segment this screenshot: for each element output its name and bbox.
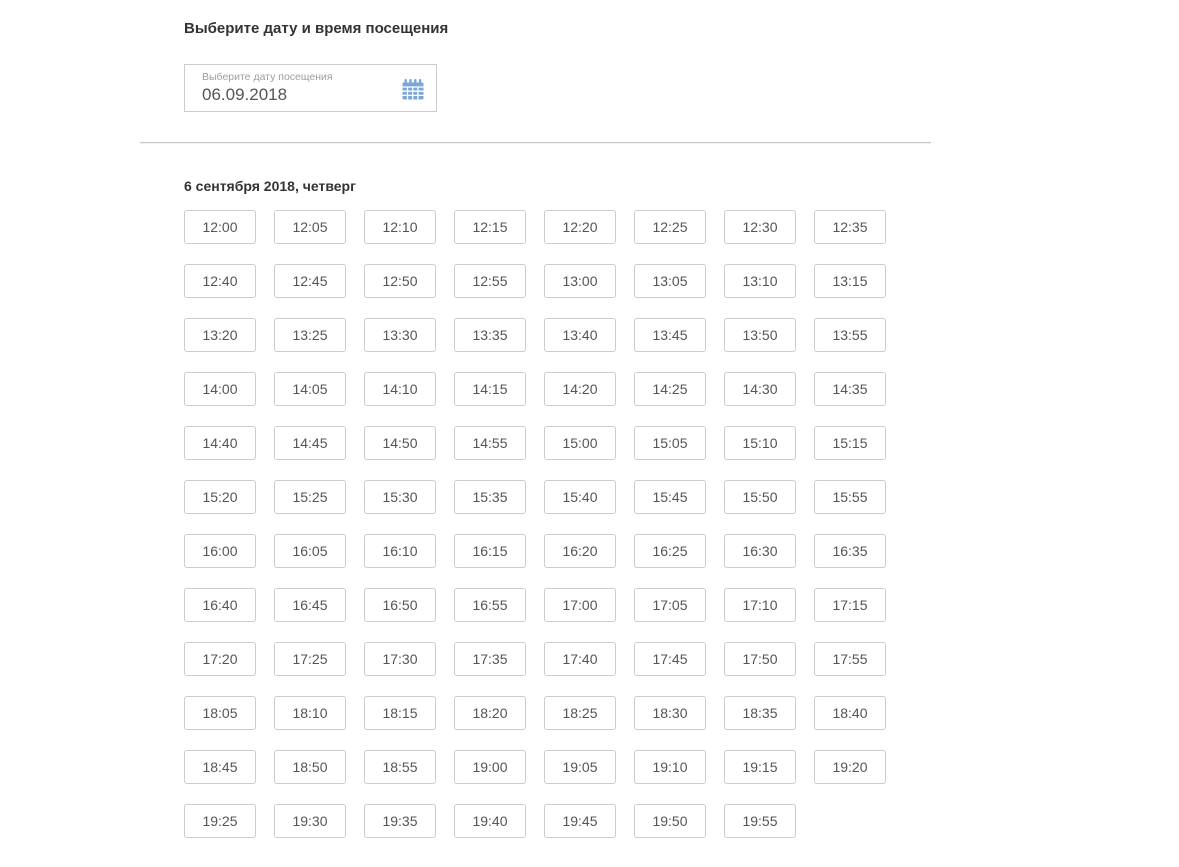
time-slot-button[interactable]: 17:30 — [364, 642, 436, 676]
time-slot-button[interactable]: 15:10 — [724, 426, 796, 460]
time-slot-button[interactable]: 17:55 — [814, 642, 886, 676]
time-slot-button[interactable]: 19:30 — [274, 804, 346, 838]
time-slot-button[interactable]: 18:20 — [454, 696, 526, 730]
time-slot-button[interactable]: 18:30 — [634, 696, 706, 730]
time-slot-button[interactable]: 15:20 — [184, 480, 256, 514]
time-slot-button[interactable]: 14:50 — [364, 426, 436, 460]
selected-date-heading: 6 сентября 2018, четверг — [184, 178, 356, 194]
time-slot-grid — [184, 210, 886, 838]
time-slot-button[interactable]: 19:35 — [364, 804, 436, 838]
time-slot-button[interactable]: 13:55 — [814, 318, 886, 352]
time-slot-button[interactable]: 16:35 — [814, 534, 886, 568]
time-slot-button[interactable]: 15:45 — [634, 480, 706, 514]
time-slot-button[interactable]: 19:40 — [454, 804, 526, 838]
date-picker-field[interactable] — [184, 64, 437, 112]
time-slot-button[interactable]: 19:55 — [724, 804, 796, 838]
time-slot-button[interactable]: 14:40 — [184, 426, 256, 460]
time-slot-button[interactable]: 15:05 — [634, 426, 706, 460]
time-slot-button[interactable]: 15:55 — [814, 480, 886, 514]
time-slot-button[interactable]: 16:55 — [454, 588, 526, 622]
time-slot-button[interactable]: 16:00 — [184, 534, 256, 568]
time-slot-button[interactable]: 19:50 — [634, 804, 706, 838]
time-slot-button[interactable]: 14:20 — [544, 372, 616, 406]
time-slot-button[interactable]: 19:00 — [454, 750, 526, 784]
date-input[interactable] — [202, 85, 372, 105]
time-slot-button[interactable]: 17:05 — [634, 588, 706, 622]
time-slot-button[interactable]: 15:15 — [814, 426, 886, 460]
time-slot-button[interactable]: 17:45 — [634, 642, 706, 676]
time-slot-button[interactable]: 18:35 — [724, 696, 796, 730]
time-slot-button[interactable]: 18:55 — [364, 750, 436, 784]
time-slot-button[interactable]: 13:05 — [634, 264, 706, 298]
time-slot-button[interactable]: 17:40 — [544, 642, 616, 676]
time-slot-button[interactable]: 19:15 — [724, 750, 796, 784]
time-slot-button[interactable]: 12:20 — [544, 210, 616, 244]
time-slot-button[interactable]: 13:25 — [274, 318, 346, 352]
time-slot-button[interactable]: 16:05 — [274, 534, 346, 568]
time-slot-button[interactable]: 14:45 — [274, 426, 346, 460]
time-slot-button[interactable]: 13:20 — [184, 318, 256, 352]
time-slot-button[interactable]: 14:10 — [364, 372, 436, 406]
time-slot-button[interactable]: 16:50 — [364, 588, 436, 622]
time-slot-button[interactable]: 12:05 — [274, 210, 346, 244]
time-slot-button[interactable]: 12:50 — [364, 264, 436, 298]
time-slot-button[interactable]: 19:10 — [634, 750, 706, 784]
time-slot-button[interactable]: 16:20 — [544, 534, 616, 568]
time-slot-button[interactable]: 14:35 — [814, 372, 886, 406]
time-slot-button[interactable]: 12:55 — [454, 264, 526, 298]
time-slot-button[interactable]: 13:15 — [814, 264, 886, 298]
time-slot-button[interactable]: 17:25 — [274, 642, 346, 676]
time-slot-button[interactable]: 16:25 — [634, 534, 706, 568]
time-slot-button[interactable]: 18:25 — [544, 696, 616, 730]
time-slot-button[interactable]: 15:50 — [724, 480, 796, 514]
time-slot-button[interactable]: 19:05 — [544, 750, 616, 784]
time-slot-button[interactable]: 13:45 — [634, 318, 706, 352]
time-slot-button[interactable]: 18:05 — [184, 696, 256, 730]
time-slot-button[interactable]: 16:30 — [724, 534, 796, 568]
time-slot-button[interactable]: 14:00 — [184, 372, 256, 406]
time-slot-button[interactable]: 18:45 — [184, 750, 256, 784]
time-slot-button[interactable]: 15:40 — [544, 480, 616, 514]
time-slot-button[interactable]: 12:25 — [634, 210, 706, 244]
time-slot-button[interactable]: 17:20 — [184, 642, 256, 676]
time-slot-button[interactable]: 17:35 — [454, 642, 526, 676]
time-slot-button[interactable]: 15:00 — [544, 426, 616, 460]
time-slot-button[interactable]: 13:35 — [454, 318, 526, 352]
time-slot-button[interactable]: 14:05 — [274, 372, 346, 406]
time-slot-button[interactable]: 17:50 — [724, 642, 796, 676]
time-slot-button[interactable]: 13:00 — [544, 264, 616, 298]
date-picker-label: Выберите дату посещения — [202, 71, 333, 83]
time-slot-button[interactable]: 14:15 — [454, 372, 526, 406]
time-slot-button[interactable]: 12:40 — [184, 264, 256, 298]
page-title: Выберите дату и время посещения — [184, 20, 449, 37]
time-slot-button[interactable]: 16:45 — [274, 588, 346, 622]
time-slot-button[interactable]: 18:40 — [814, 696, 886, 730]
time-slot-button[interactable]: 13:10 — [724, 264, 796, 298]
time-slot-button[interactable]: 12:35 — [814, 210, 886, 244]
time-slot-button[interactable]: 12:15 — [454, 210, 526, 244]
calendar-icon[interactable] — [402, 79, 424, 100]
time-slot-button[interactable]: 17:10 — [724, 588, 796, 622]
time-slot-button[interactable]: 19:20 — [814, 750, 886, 784]
time-slot-button[interactable]: 17:00 — [544, 588, 616, 622]
time-slot-button[interactable]: 12:30 — [724, 210, 796, 244]
section-divider — [140, 142, 931, 144]
time-slot-button[interactable]: 18:50 — [274, 750, 346, 784]
time-slot-button[interactable]: 12:10 — [364, 210, 436, 244]
time-slot-button[interactable]: 19:45 — [544, 804, 616, 838]
time-slot-button[interactable]: 15:35 — [454, 480, 526, 514]
calendar-icon-svg — [402, 79, 424, 100]
time-slot-button[interactable]: 13:30 — [364, 318, 436, 352]
time-slot-button[interactable]: 18:10 — [274, 696, 346, 730]
time-slot-button[interactable]: 12:45 — [274, 264, 346, 298]
time-slot-button[interactable]: 14:55 — [454, 426, 526, 460]
time-slot-button[interactable]: 18:15 — [364, 696, 436, 730]
time-slot-button[interactable]: 15:30 — [364, 480, 436, 514]
time-slot-button[interactable]: 12:00 — [184, 210, 256, 244]
time-slot-button[interactable]: 13:50 — [724, 318, 796, 352]
time-slot-button[interactable]: 19:25 — [184, 804, 256, 838]
time-slot-button[interactable]: 15:25 — [274, 480, 346, 514]
time-slot-button[interactable]: 14:25 — [634, 372, 706, 406]
time-slot-button[interactable]: 16:10 — [364, 534, 436, 568]
time-slot-button[interactable]: 13:40 — [544, 318, 616, 352]
time-slot-button[interactable]: 16:40 — [184, 588, 256, 622]
time-slot-button[interactable]: 14:30 — [724, 372, 796, 406]
time-slot-button[interactable]: 17:15 — [814, 588, 886, 622]
time-slot-button[interactable]: 16:15 — [454, 534, 526, 568]
